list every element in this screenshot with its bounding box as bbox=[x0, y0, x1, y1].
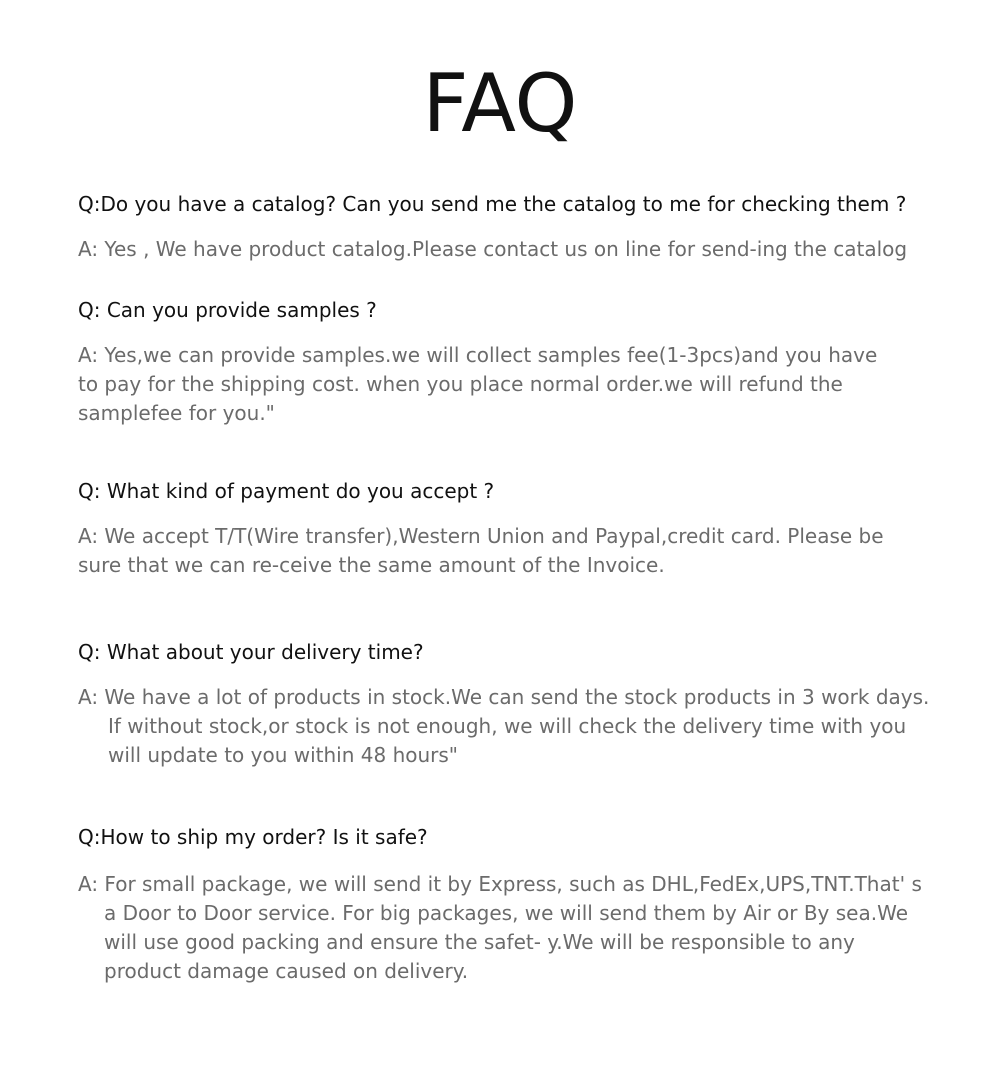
faq-question: Q: Can you provide samples ? bbox=[78, 298, 377, 322]
answer-line: a Door to Door service. For big packages, we will send them by Air or By sea.We bbox=[104, 901, 908, 925]
answer-line: will use good packing and ensure the safet- y.We will be responsible to any bbox=[104, 930, 855, 954]
faq-question: Q:Do you have a catalog? Can you send me the catalog to me for checking them ? bbox=[78, 192, 907, 216]
faq-item-shipping bbox=[78, 823, 948, 986]
answer-line: A: We have a lot of products in stock.We can send the stock products in 3 work days. bbox=[78, 685, 930, 709]
faq-answer bbox=[78, 522, 948, 580]
page-title: FAQ bbox=[422, 57, 578, 150]
answer-line: product damage caused on delivery. bbox=[104, 959, 469, 983]
faq-answer bbox=[78, 341, 948, 428]
answer-line: samplefee for you." bbox=[78, 401, 275, 425]
answer-line: A: Yes , We have product catalog.Please contact us on line for send-ing the catalog bbox=[78, 237, 908, 261]
faq-item-samples bbox=[78, 296, 948, 428]
answer-line: to pay for the shipping cost. when you place normal order.we will refund the bbox=[78, 372, 843, 396]
answer-line: A: For small package, we will send it by Express, such as DHL,FedEx,UPS,TNT.That' s bbox=[78, 872, 922, 896]
faq-answer bbox=[78, 870, 948, 986]
answer-line: If without stock,or stock is not enough, we will check the delivery time with you bbox=[108, 714, 907, 738]
answer-line: sure that we can re-ceive the same amount of the Invoice. bbox=[78, 553, 665, 577]
answer-line: A: Yes,we can provide samples.we will collect samples fee(1-3pcs)and you have bbox=[78, 343, 878, 367]
faq-question: Q: What about your delivery time? bbox=[78, 640, 424, 664]
faq-answer bbox=[78, 235, 948, 264]
faq-item-catalog bbox=[78, 190, 948, 264]
faq-answer bbox=[78, 683, 948, 770]
faq-item-delivery bbox=[78, 638, 948, 770]
faq-question: Q:How to ship my order? Is it safe? bbox=[78, 825, 428, 849]
answer-line: will update to you within 48 hours" bbox=[108, 743, 459, 767]
faq-question: Q: What kind of payment do you accept ? bbox=[78, 479, 495, 503]
answer-line: A: We accept T/T(Wire transfer),Western Union and Paypal,credit card. Please be bbox=[78, 524, 884, 548]
faq-item-payment bbox=[78, 477, 948, 580]
